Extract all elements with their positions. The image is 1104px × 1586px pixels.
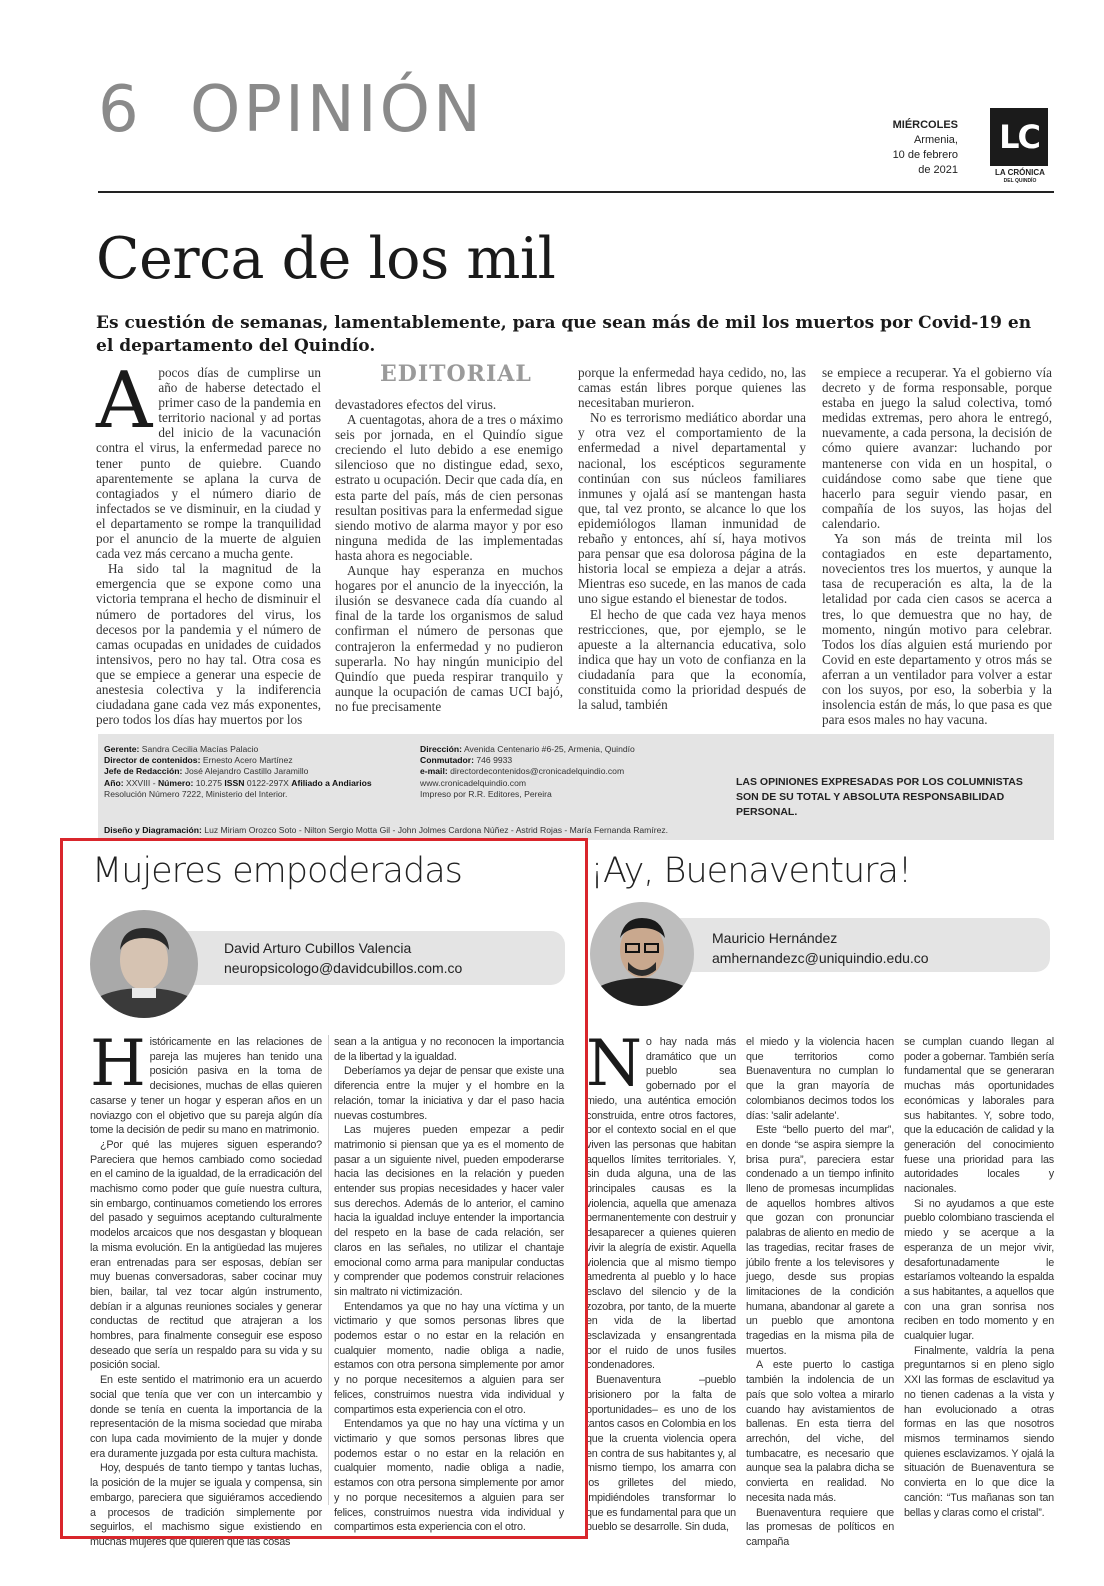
logo-sub-text: DEL QUINDÍO [1003,178,1037,184]
paragraph: A cuentagotas, ahora de a tres o máximo seis por jornada, en el Quindío sigue creciendo el luto debido a ese enemigo silencioso que no distingue edad, sexo, estrato u ocupación. Decir que cada día, en esta parte del país, más de cien personas resultan positivas para la enfermedad sigue siendo motivo de alarma mayor y por eso ninguna medida de las implementadas hasta ahora es negociable. [335,412,563,563]
paragraph: Deberíamos ya dejar de pensar que existe una diferencia entre la mujer y el hombre en la relación, tomar la iniciativa y dar el paso hacia nuevas costumbres. [334,1065,564,1122]
paragraph: o hay nada más dramático que un pueblo sea gobernado por el miedo, una auténtica emoción construida, entre otros factores, por el contexto social en el que viven las personas que habitan aquellos límites territoriales. Y, sin duda alguna, una de las principales causas es la violencia, aquella que amenaza permanentemente con destruir y desaparecer a quienes quieren vivir la alegría de existir. Aquella violencia que al mismo tiempo amedrenta al pueblo y lo hace esclavo del silencio y de la zozobra, por tanto, de la muerte en vida de la libertad esclavizada y ensangrentada por el ruido de unos fusiles condenadores. [586,1036,736,1372]
paragraph: se cumplan cuando llegan al poder a gobernar. También sería fundamental que se generaran muchas más oportunidades económicas y laborales para sus habitantes. Y, sobre todo, que la educación de calidad y la generación del conocimiento fuese una prioridad para las autoridades locales y nacionales. [904,1036,1054,1196]
logo-name [986,168,1054,186]
masthead-row: Conmutador: 746 9933 [420,755,513,766]
highlight-frame [60,838,588,1539]
paragraph: A este puerto lo castiga también la indolencia de un país que solo voltea a mirarlo cuando hay avistamientos de ballenas. En esta tierra del arrechón, del viche, del tumbacatre, es necesario que aunque sea la palabra dicha se convierta en realidad. No necesita nada más. [746,1359,894,1504]
editorial-col-3 [578,365,806,712]
masthead-row: Año: XXVIII - Número: 10.275 ISSN 0122-297X Afiliado a Andiarios [104,777,372,788]
editorial-col-1 [96,356,321,728]
column-right-col-a [586,1027,736,1535]
editorial-headline: Cerca de los mil [96,226,556,292]
paragraph: ¿Por qué las mujeres siguen esperando? Pareciera que hemos cambiado como sociedad en el camino de la igualdad, de la erradicación del machismo como poder que guíe nuestra cultura, sin embargo, continuamos cometiendo los errores del pasado y seguimos aceptando culturalmente modelos arcaicos que nos desgastan y bloquean la misma evolución. En la antigüedad las mujeres eran entrenadas para ser esposas, debían ser muy buenas conversadoras, saber cocinar muy bien, bailar, tal vez tocar algún instrumento, debían ir a algunas reuniones sociales y generar conductas de rectitud que atrajeran a los hombres, para finalmente conseguir ese esposo deseado que sería un respaldo para su vida y su posición social. [90,1138,322,1372]
author-name: David Arturo Cubillos Valencia [224,940,412,956]
masthead-row: www.cronicadelquindio.com [420,777,527,788]
paragraph: Aunque hay esperanza en muchos hogares por el anuncio de la inyección, la ilusión se desvanece cada día cuando al final de la tarde los organismos de salud confirman el número de personas que contrajeron la enfermedad y no pudieron superarla. No hay ningún municipio del Quindío que pueda respirar tranquilo y aunque la ocupación de camas UCI bajó, no fue precisamente [335,563,563,714]
city: Armenia, [913,134,958,146]
paragraph: El hecho de que cada vez haya menos restricciones, que, por ejemplo, se le apueste a la alternancia educativa, solo indica que hay un voto de confianza en la ciudadanía para que la economía, constituida como la prioridad después de la salud, también [578,606,806,713]
paragraph: Este “bello puerto del mar”, en donde “se aspira siempre la brisa pura”, pareciera estar condenado a un tiempo infinito lleno de promesas incumplidas de aquellos hombres altivos que gozan con pronunciar palabras de aliento en medio de las tragedias, recitar frases de júbilo frente a los televisores y juego, desde sus propias limitaciones de la condición humana, abandonar al garete a un pueblo que amontona tragedias en la misma pila de muertos. [746,1124,894,1357]
masthead-row: Gerente: Sandra Cecilia Macías Palacio [104,744,259,754]
paragraph: Buenaventura –pueblo prisionero por la falta de oportunidades– es uno de los tantos casos en Colombia en los que la cruenta violencia opera en contra de sus habitantes y, al mismo tiempo, los amarra con los grilletes del miedo, impidiéndoles transformar lo que es fundamental para que un pueblo se desarrolle. Sin duda, [586,1374,736,1534]
date-line-1: 10 de febrero [892,149,958,161]
paragraph: devastadores efectos del virus. [335,397,497,412]
paragraph: istóricamente en las relaciones de pareja las mujeres han tenido una posición pasiva en la toma de decisiones, muchas de ellas quieren casarse y tener un hogar y esperan años en un noviazgo con el objetivo que su pareja algún día tome la decisión de pedir su mano en matrimonio. [90,1036,322,1137]
masthead-left [104,744,404,800]
paragraph: Finalmente, valdría la pena preguntarnos si en pleno siglo XXI las formas de esclavitud ya no tienen cadenas a la vista y han evolucionado a otras formas en las que nosotros mismos terminamos siendo quienes esclavizamos. Y ojalá la situación de Buenaventura se convierta en lo que dice la canción: “Tus mañanas son tan bellas y claras como el cristal”. [904,1344,1054,1519]
paragraph: porque la enfermedad haya cedido, no, las camas están libres porque quienes las necesitaban murieron. [578,365,806,411]
masthead-row: Jefe de Redacción: José Alejandro Castillo Jaramillo [104,766,309,777]
paragraph: pocos días de cumplirse un año de haberse detectado el primer caso de la pandemia en territorio nacional y ad portas del inicio de la vacunación contra el virus, la enfermedad parece no tener punto de quiebre. Cuando aparentemente se aplana la curva de contagiados y el número diario de infectados se ve disminuir, en la ciudad y el departamento se rompe la tranquilidad por el anuncio de la muerte de alguien cada vez más cercano a mucha gente. [96,365,321,562]
paragraph: Entendamos ya que no hay una víctima y un victimario y que somos personas libres que podemos estar o no estar en la relación en cualquier momento, nadie obliga a nadie, estamos con otra persona simplemente por amor y no porque necesitemos a alguien para ser felices, construimos nuestra vida individual y compartimos esta experiencia con el otro. [334,1300,564,1416]
column-right-title: ¡Ay, Buenaventura! [590,851,912,891]
column-right-col-b [746,1035,894,1550]
section-title: OPINIÓN [190,73,484,147]
paragraph: Las mujeres pueden empezar a pedir matrimonio si piensan que ya es el momento de pasar a un siguiente nivel, pueden empoderarse hacia las decisiones en la relación y pueden entender sus propias necesidades y hacer valer sus derechos. Además de lo anterior, el camino hacia la igualdad incluye entender la importancia del respeto en la base de cada relación, ser claros en las señales, no utilizar el chantaje emocional como arma para manipular conductas y comprender que podemos construir relaciones sin maltrato ni victimización. [334,1124,564,1298]
paragraph: No es terrorismo mediático abordar una y otra vez el comportamiento de la enfermedad a nivel departamental y nacional, los escépticos seguramente continúan con sus núcleos familiares inmunes y ojalá así se mantengan hasta que, tal vez pronto, se alcance lo que los epidemiólogos llaman inmunidad de rebaño y entonces, ahí sí, haya motivos para pensar que esa dolorosa página de la historia local se empieza a dejar a atrás. Mientras eso sucede, en las manos de cada uno sigue estando el bienestar de todos. [578,410,806,607]
paragraph: el miedo y la violencia hacen que territorios como Buenaventura no cumplan lo que la gran mayoría de colombianos decimos todos los días: 'salir adelante'. [746,1036,894,1122]
design-credits: Diseño y Diagramación: Luz Miriam Orozco Soto - Nilton Sergio Motta Gil - John Jolmes Cardona Núñez - Astrid Rojas - María Fernanda Ramírez. [104,825,669,835]
column-left-title: Mujeres empoderadas [92,851,462,891]
editorial-label: EDITORIAL [380,361,532,387]
column-left-dropcap: H [90,1027,146,1101]
masthead-row: Dirección: Avenida Centenario #6-25, Armenia, Quindío [420,744,635,754]
date-block [858,118,958,178]
author-name: Mauricio Hernández [712,930,838,946]
paragraph: Ya son más de treinta mil los contagiados en este departamento, novecientos tres los muertos, y aunque la tasa de recuperación es alta, la de la letalidad por cada cien casos se acerca a tres, lo que demuestra que no hay, de momento, ningún motivo para celebrar. Todos los días alguien está muriendo por Covid en este departamento y otros más se aferran a un ventilador para volver a estar con los suyos, por eso, la soberbia y la insolencia están de más, lo que pasa es que para esos males no hay vacuna. [822,531,1052,728]
logo: LC [990,108,1048,166]
editorial-col-4 [822,365,1052,727]
paragraph: Si no ayudamos a que este pueblo colombiano trascienda el miedo y se acerque a la esperanza de un mejor vivir, desafortunadamente le estaríamos volteando la espalda a sus habitantes, a aquellos que con una gran sonrisa nos reciben en todo momento y en cualquier lugar. [904,1197,1054,1343]
paragraph: Buenaventura requiere que las promesas de políticos en campaña [746,1506,894,1548]
paragraph: En este sentido el matrimonio era un acuerdo social que tenía que ver con un intercambio y donde se tenía en cuenta la importancia de la representación de la misma sociedad que miraba con lupa cada movimiento de la mujer y donde era duramente juzgada por esta cultura machista. [90,1374,322,1460]
author-email[interactable]: neuropsicologo@davidcubillos.com.co [224,960,463,976]
editorial-dropcap: A [96,356,153,446]
date-line-2: de 2021 [918,164,958,176]
column-right-col-c [904,1035,1054,1520]
masthead-right [420,744,720,800]
column-right-dropcap: N [586,1027,642,1101]
author-email[interactable]: amhernandezc@uniquindio.edu.co [712,950,929,966]
paragraph: Entendamos ya que no hay una víctima y un victimario y que somos personas libres que podemos estar o no estar en la relación en cualquier momento, nadie obliga a nadie, estamos con otra persona simplemente por amor y no porque necesitemos a alguien para ser felices, construimos nuestra vida individual y compartimos esta experiencia con el otro. [334,1418,564,1534]
header-rule [98,191,1054,193]
author-photo [590,902,694,1006]
weekday: MIÉRCOLES [892,119,958,131]
masthead-row: Director de contenidos: Ernesto Acero Martínez [104,755,293,766]
masthead-row: e-mail: directordecontenidos@cronicadelquindio.com [420,766,625,777]
logo-name-text: LA CRÓNICA [995,168,1045,177]
editorial-col-2 [335,397,563,714]
disclaimer: LAS OPINIONES EXPRESADAS POR LOS COLUMNISTAS SON DE SU TOTAL Y ABSOLUTA RESPONSABILIDAD PERSONAL. [736,776,1023,818]
paragraph: Hoy, después de tanto tiempo y tantas luchas, la posición de la mujer se iguala y compensa, sin embargo, pareciera que siguiéramos accediendo a procesos de tradición simplemente por seguirlos, el machismo sigue existiendo en muchas mujeres que quieren que las cosas [90,1462,322,1548]
editorial-deck: Es cuestión de semanas, lamentablemente, para que sean más de mil los muertos por Covid-19 en el departamento del Quindío. [96,313,1032,356]
paragraph: sean a la antigua y no reconocen la importancia de la libertad y la igualdad. [334,1036,564,1063]
masthead-row: Impreso por R.R. Editores, Pereira [420,788,552,799]
paragraph: se empiece a recuperar. Ya el gobierno vía decreto y de forma responsable, porque estaba en juego la salud colectiva, tomó medidas extremas, pero ahora le entregó, nuevamente, a cada persona, la decisión de cómo quiere avanzar: luchando por mantenerse con vida en un hospital, o cuidándose como sabe que tiene que hacerlo para seguir viendo pasar, en compañía de los suyos, las hojas del calendario. [822,365,1052,531]
page-number: 6 [98,73,140,147]
masthead-row: Resolución Número 7222, Ministerio del Interior. [104,788,288,799]
paragraph: Ha sido tal la magnitud de la emergencia que se expone como una victoria temprana el hecho de disminuir el número de portadores del virus, los decesos por la pandemia y el número de camas ocupadas en unidades de cuidados intensivos, pero no hay tal. Otra cosa es que se empiece a generar una especie de anestesia colectiva y la indiferencia ciudadana gane cada vez más exponentes, pero todos los días hay muertos por los [96,561,321,728]
